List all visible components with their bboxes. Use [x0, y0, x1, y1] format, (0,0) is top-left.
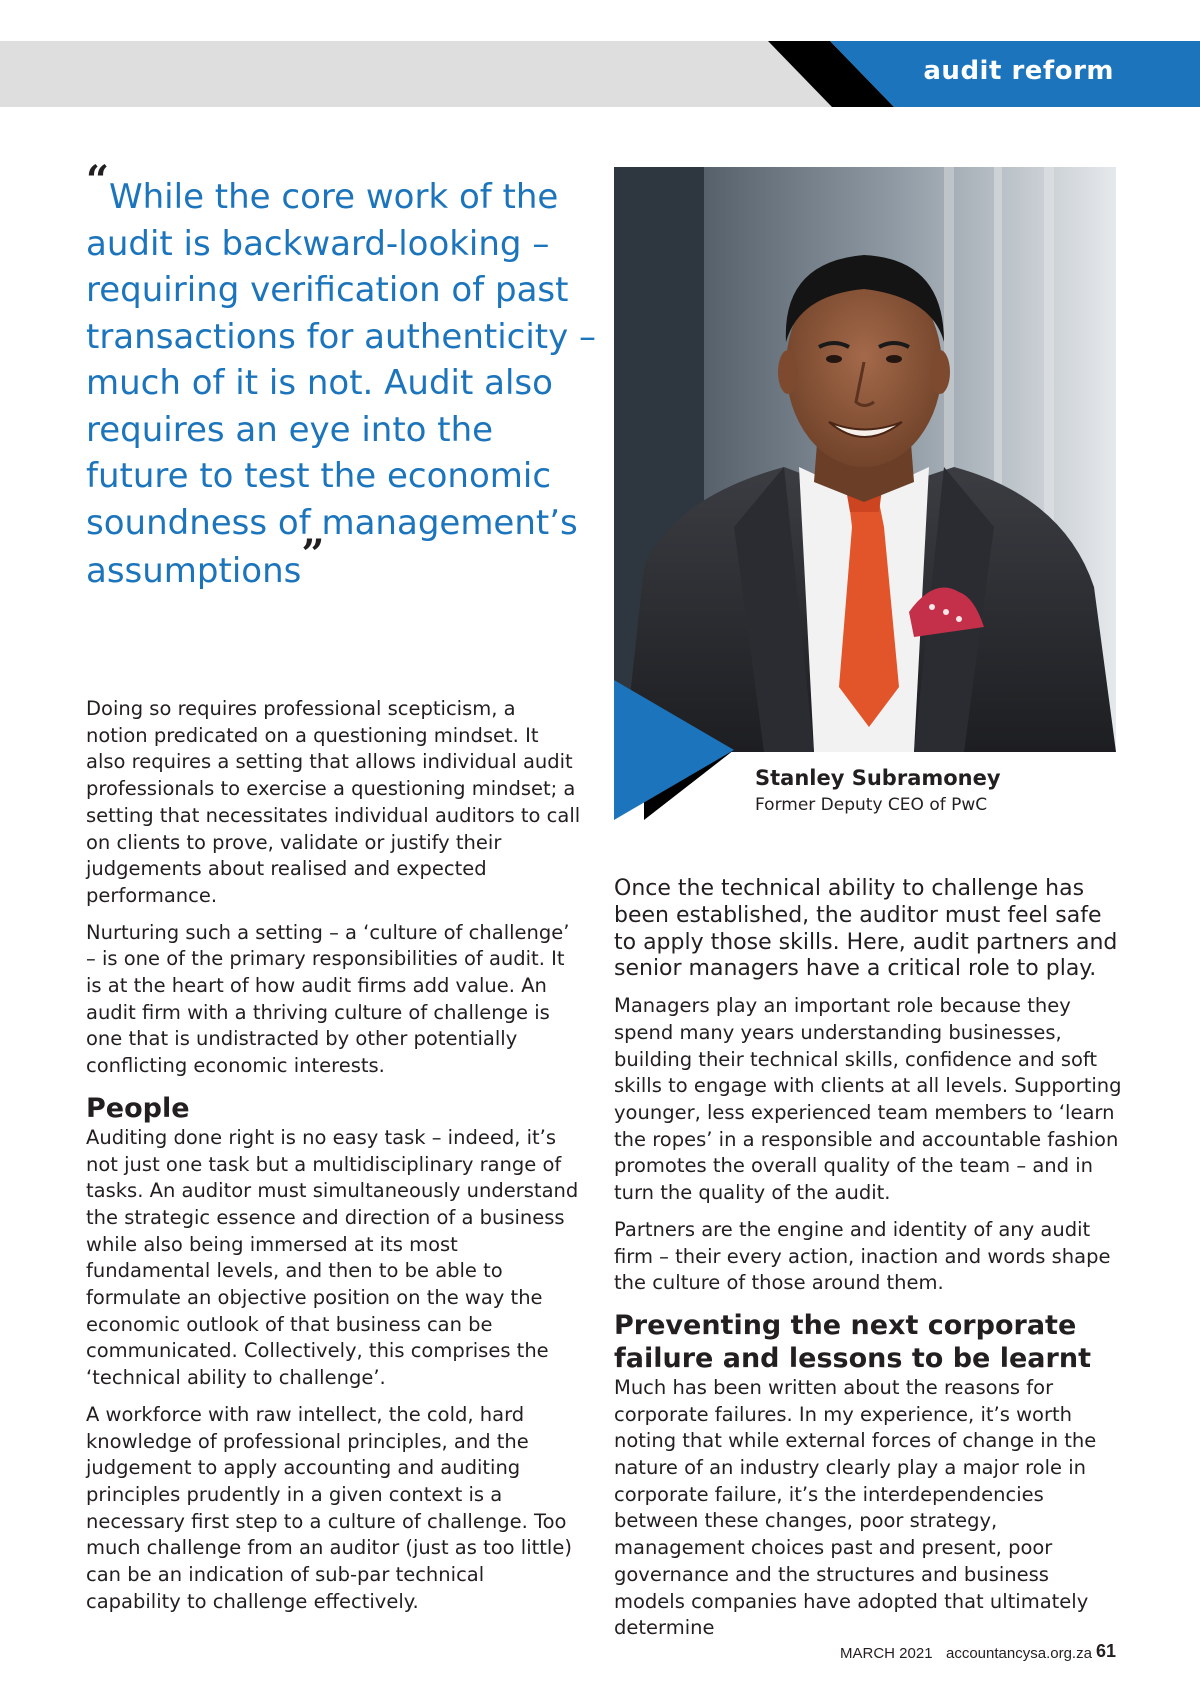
- lead-paragraph: Once the technical ability to challenge has been established, the auditor must feel safe to apply those skills. Here, audit partners and senior managers have a critical role to play.: [614, 876, 1118, 982]
- section-label: audit reform: [923, 56, 1114, 86]
- portrait-photo: [614, 167, 1116, 752]
- paragraph: Nurturing such a setting – a ‘culture of challenge’ – is one of the primary responsibilities of audit. It is at the heart of how audit firms add value. An audit firm with a thriving culture of challenge is one that is undistracted by other potentially conflicting economic interests.: [86, 920, 570, 1078]
- caption-name: Stanley Subramoney: [755, 766, 1001, 790]
- paragraph: A workforce with raw intellect, the cold, hard knowledge of professional principles, and the judgement to apply accounting and auditing principles prudently in a given context is a necessary first step to a culture of challenge. Too much challenge from an auditor (just as too little) can be an indication of sub-par technical capability to challenge effectively.: [86, 1402, 572, 1613]
- footer-month: MARCH 2021: [840, 1645, 933, 1662]
- caption-role: Former Deputy CEO of PwC: [755, 795, 988, 815]
- paragraph: Doing so requires professional scepticism, a notion predicated on a questioning mindset. It also requires a setting that allows individual audit professionals to exercise a questioning mindset; a setting that necessitates individual auditors to call on clients to prove, validate or justify their judgements about realised and expected performance.: [86, 697, 581, 907]
- heading-people: People: [86, 1092, 190, 1124]
- pull-quote: [86, 157, 606, 595]
- page-number: 61: [1096, 1641, 1117, 1661]
- close-quote-mark: ”: [301, 531, 325, 578]
- heading-preventing: Preventing the next corporate failure and lessons to be learnt: [614, 1309, 1091, 1374]
- pull-quote-text: While the core work of the audit is backward-looking – requiring verification of past transactions for authenticity – much of it is not. Audit also requires an eye into the future to test the economic soundness of management’s assumptions: [86, 177, 597, 591]
- paragraph: Managers play an important role because they spend many years understanding businesses, building their technical skills, confidence and soft skills to engage with clients at all levels. Supporting younger, less experienced team members to ‘learn the ropes’ in a responsible and accountable fashion promotes the overall quality of the team – and in turn the quality of the audit.: [614, 994, 1122, 1205]
- paragraph: Much has been written about the reasons for corporate failures. In my experience, it’s worth noting that while external forces of change in the nature of an industry clearly play a major role in corporate failure, it’s the interdependencies between these changes, poor strategy, management choices past and present, poor governance and the structures and business models companies have adopted that ultimately determine: [614, 1375, 1097, 1640]
- portrait-illustration: [614, 167, 1116, 752]
- caption-blue-triangle: [614, 680, 734, 820]
- right-column: [614, 876, 1124, 1652]
- paragraph: Partners are the engine and identity of any audit firm – their every action, inaction and words shape the culture of those around them.: [614, 1217, 1111, 1295]
- left-column: [86, 696, 582, 1626]
- footer-site: accountancysa.org.za: [946, 1645, 1092, 1662]
- paragraph: Auditing done right is no easy task – indeed, it’s not just one task but a multidisciplinary range of tasks. An auditor must simultaneously understand the strategic essence and direction of a business while also being immersed at its most fundamental levels, and then to be able to formulate an objective position on the way the economic outlook of that business can be communicated. Collectively, this comprises the ‘technical ability to challenge’.: [86, 1125, 579, 1390]
- open-quote-mark: “: [86, 157, 110, 204]
- caption-triangle-graphic: [614, 680, 734, 820]
